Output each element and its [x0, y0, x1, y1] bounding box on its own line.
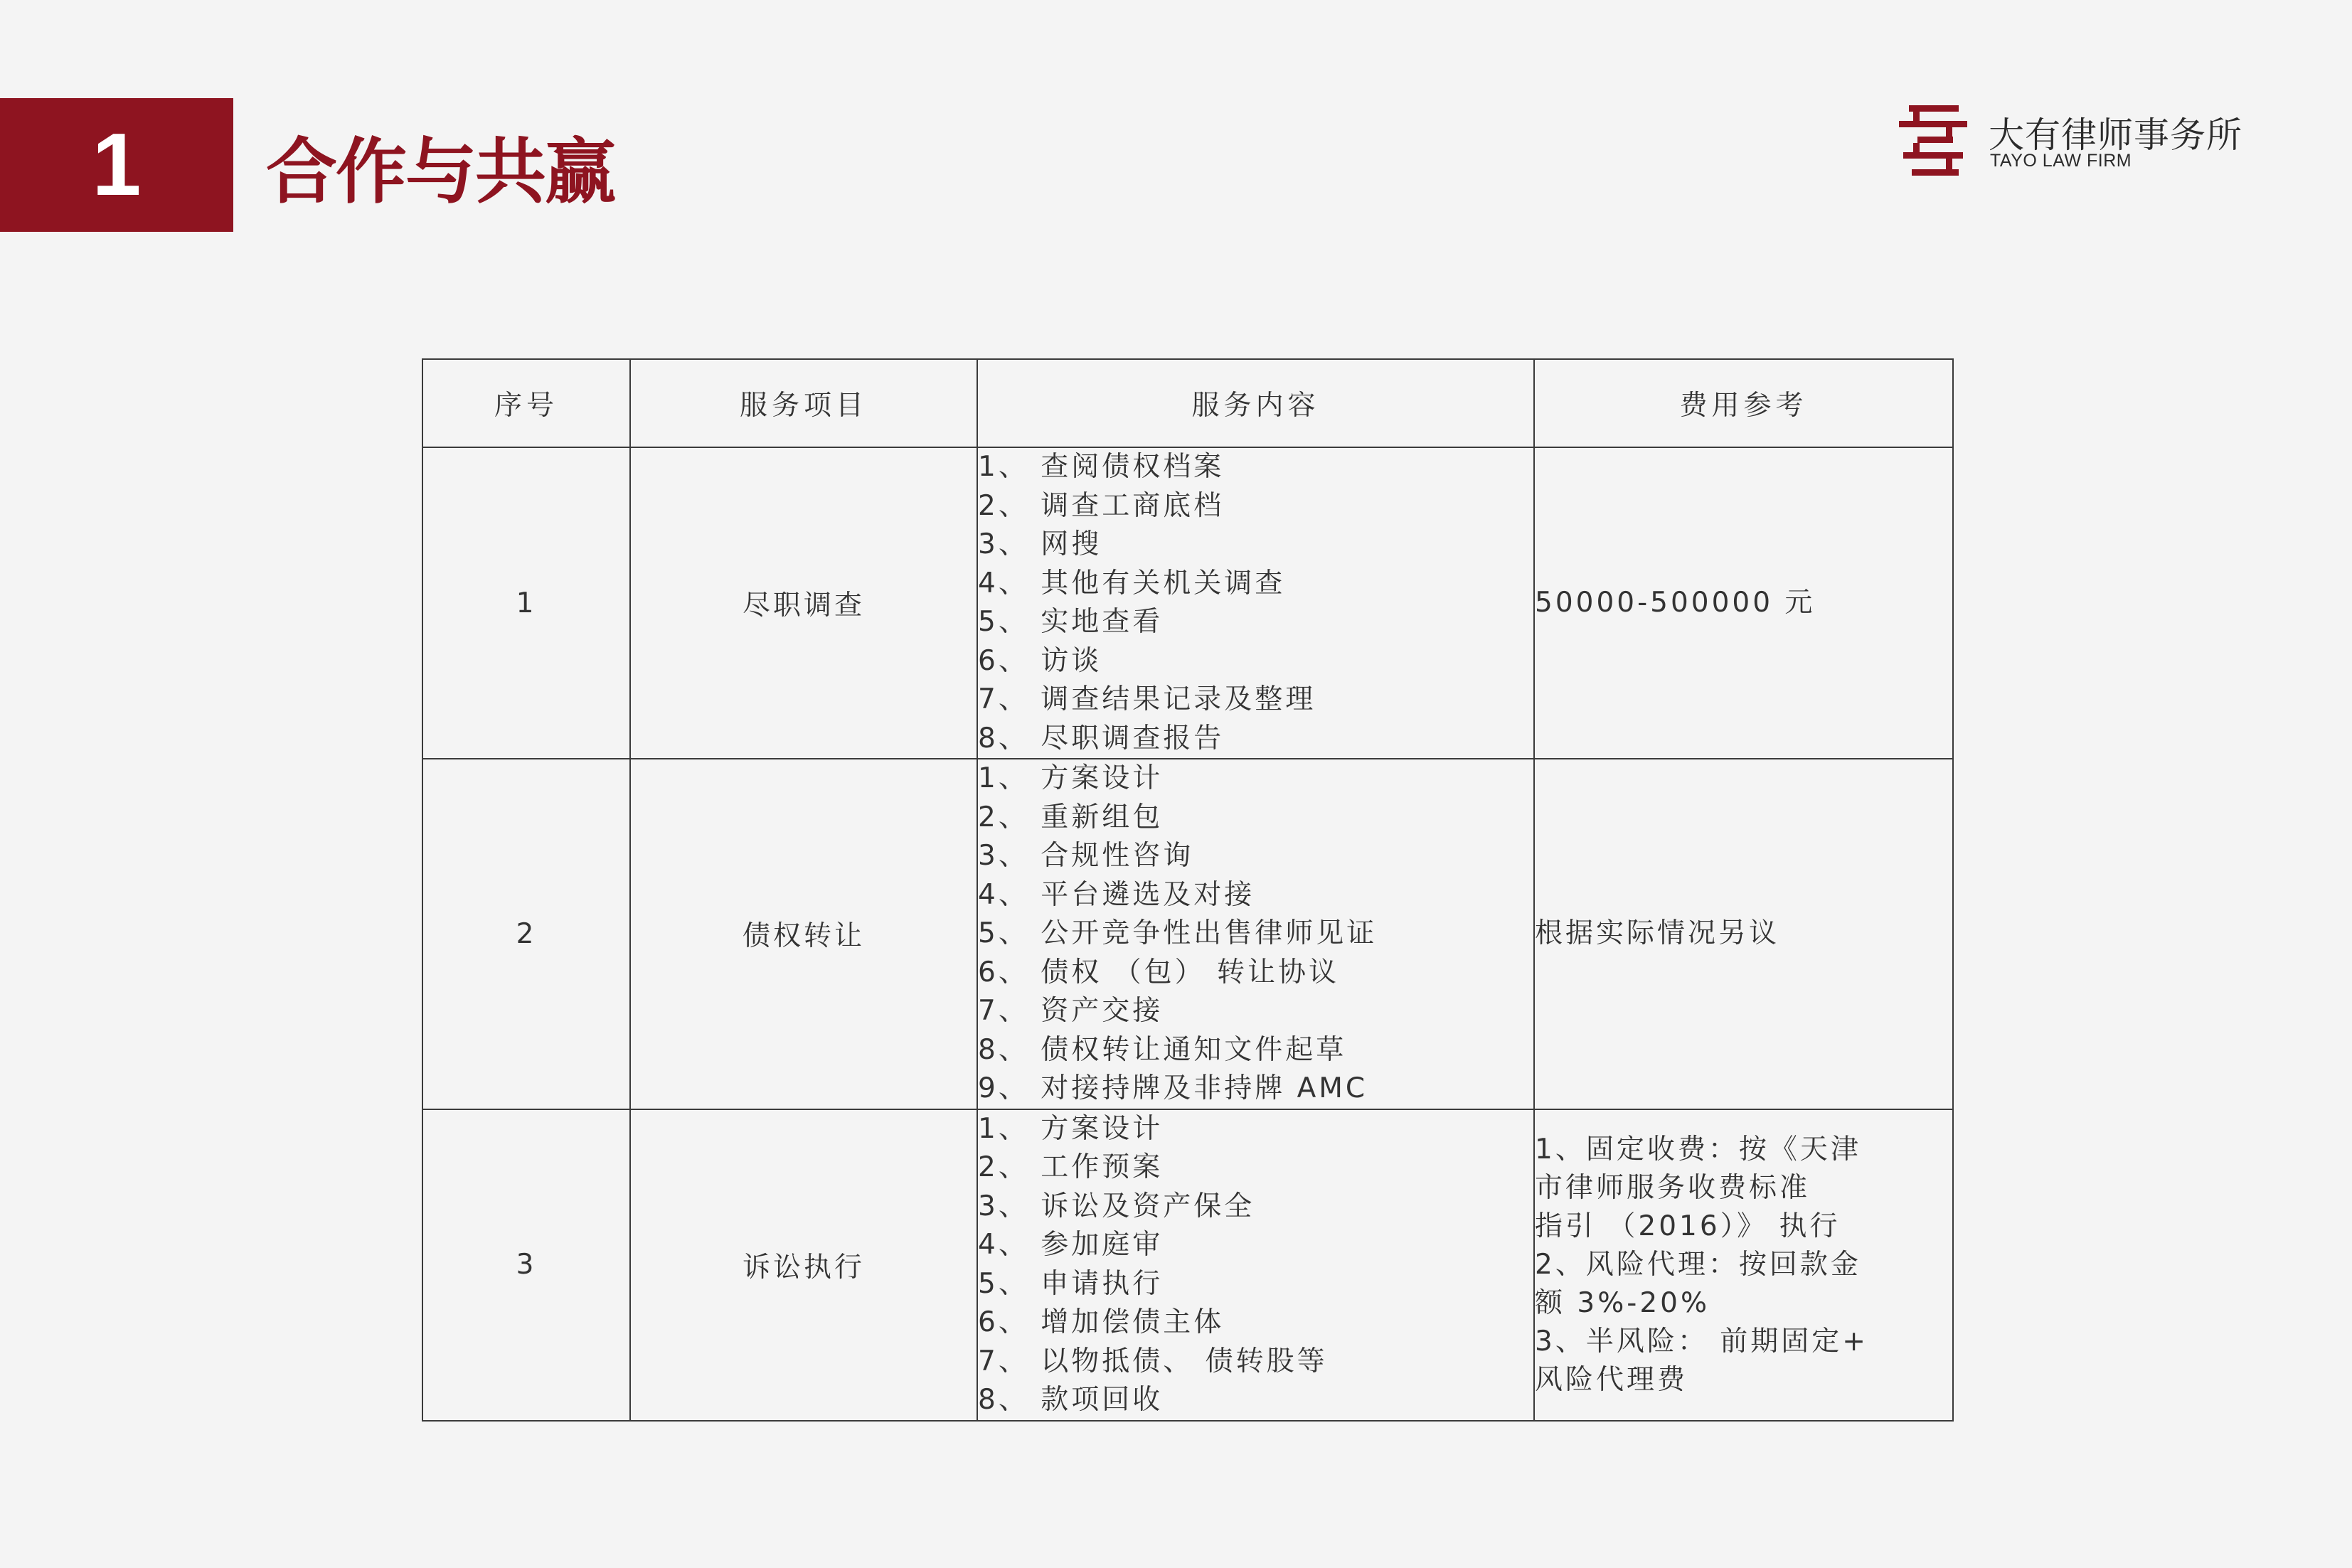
service-item: 债权转让: [630, 759, 977, 1109]
fee-reference: [1534, 447, 1953, 759]
service-content: [977, 447, 1534, 759]
content-line: 4、 其他有关机关调查: [978, 567, 1286, 599]
content-line: 8、 债权转让通知文件起草: [978, 1033, 1347, 1066]
content-line: 2、 重新组包: [978, 801, 1164, 833]
content-line: 1、 方案设计: [978, 1112, 1164, 1145]
section-number: 1: [92, 116, 142, 214]
header-content: 服务内容: [977, 359, 1534, 447]
firm-name-en: TAYO LAW FIRM: [1990, 151, 2132, 171]
table-row: [422, 447, 1953, 759]
fee-line: 根据实际情况另议: [1535, 917, 1780, 950]
row-number: 2: [422, 759, 630, 1109]
fee-line: 1、固定收费：按《天津: [1535, 1133, 1861, 1166]
fee-line: 指引 （2016）》 执行: [1535, 1210, 1841, 1242]
fee-line: 50000-500000 元: [1535, 587, 1816, 619]
service-content: [977, 759, 1534, 1109]
content-line: 9、 对接持牌及非持牌 AMC: [978, 1072, 1368, 1104]
table-header-row: [422, 359, 1953, 447]
service-item: 尽职调查: [630, 447, 977, 759]
tayo-logo-icon: [1899, 104, 1970, 181]
table-row: [422, 1109, 1953, 1421]
content-line: 2、 工作预案: [978, 1151, 1164, 1183]
content-line: 4、 平台遴选及对接: [978, 878, 1255, 911]
content-line: 1、 方案设计: [978, 762, 1164, 794]
row-number: 1: [422, 447, 630, 759]
service-item: 诉讼执行: [630, 1109, 977, 1421]
content-line: 3、 诉讼及资产保全: [978, 1190, 1255, 1222]
content-line: 8、 款项回收: [978, 1384, 1164, 1416]
content-line: 5、 公开竞争性出售律师见证: [978, 917, 1378, 949]
content-line: 5、 申请执行: [978, 1267, 1164, 1300]
fee-line: 额 3%-20%: [1535, 1286, 1710, 1319]
service-content: [977, 1109, 1534, 1421]
content-line: 3、 合规性咨询: [978, 840, 1194, 872]
table-row: [422, 759, 1953, 1109]
content-line: 5、 实地查看: [978, 606, 1164, 638]
content-line: 3、 网搜: [978, 528, 1102, 560]
content-line: 7、 调查结果记录及整理: [978, 683, 1316, 715]
content-line: 6、 增加偿债主体: [978, 1306, 1225, 1338]
firm-name-cn: 大有律师事务所: [1989, 114, 2242, 156]
firm-logo: [1899, 104, 2242, 182]
header-item: 服务项目: [630, 359, 977, 447]
content-line: 6、 访谈: [978, 644, 1102, 677]
service-table: [422, 358, 1954, 1422]
content-line: 6、 债权 （包） 转让协议: [978, 956, 1340, 988]
content-line: 7、 资产交接: [978, 995, 1164, 1027]
header-fee: 费用参考: [1534, 359, 1953, 447]
section-number-badge: [0, 98, 233, 232]
page-title: 合作与共赢: [266, 130, 614, 213]
content-line: 7、 以物抵债、 债转股等: [978, 1345, 1328, 1377]
fee-line: 市律师服务收费标准: [1535, 1171, 1811, 1204]
row-number: 3: [422, 1109, 630, 1421]
fee-line: 3、半风险： 前期固定+: [1535, 1325, 1868, 1358]
header-no: 序号: [422, 359, 630, 447]
fee-reference: [1534, 1109, 1953, 1421]
content-line: 4、 参加庭审: [978, 1229, 1164, 1261]
content-line: 8、 尽职调查报告: [978, 722, 1225, 754]
content-line: 2、 调查工商底档: [978, 489, 1225, 522]
fee-line: 风险代理费: [1535, 1363, 1688, 1396]
fee-reference: [1534, 759, 1953, 1109]
content-line: 1、 查阅债权档案: [978, 451, 1225, 483]
fee-line: 2、风险代理：按回款金: [1535, 1248, 1861, 1281]
